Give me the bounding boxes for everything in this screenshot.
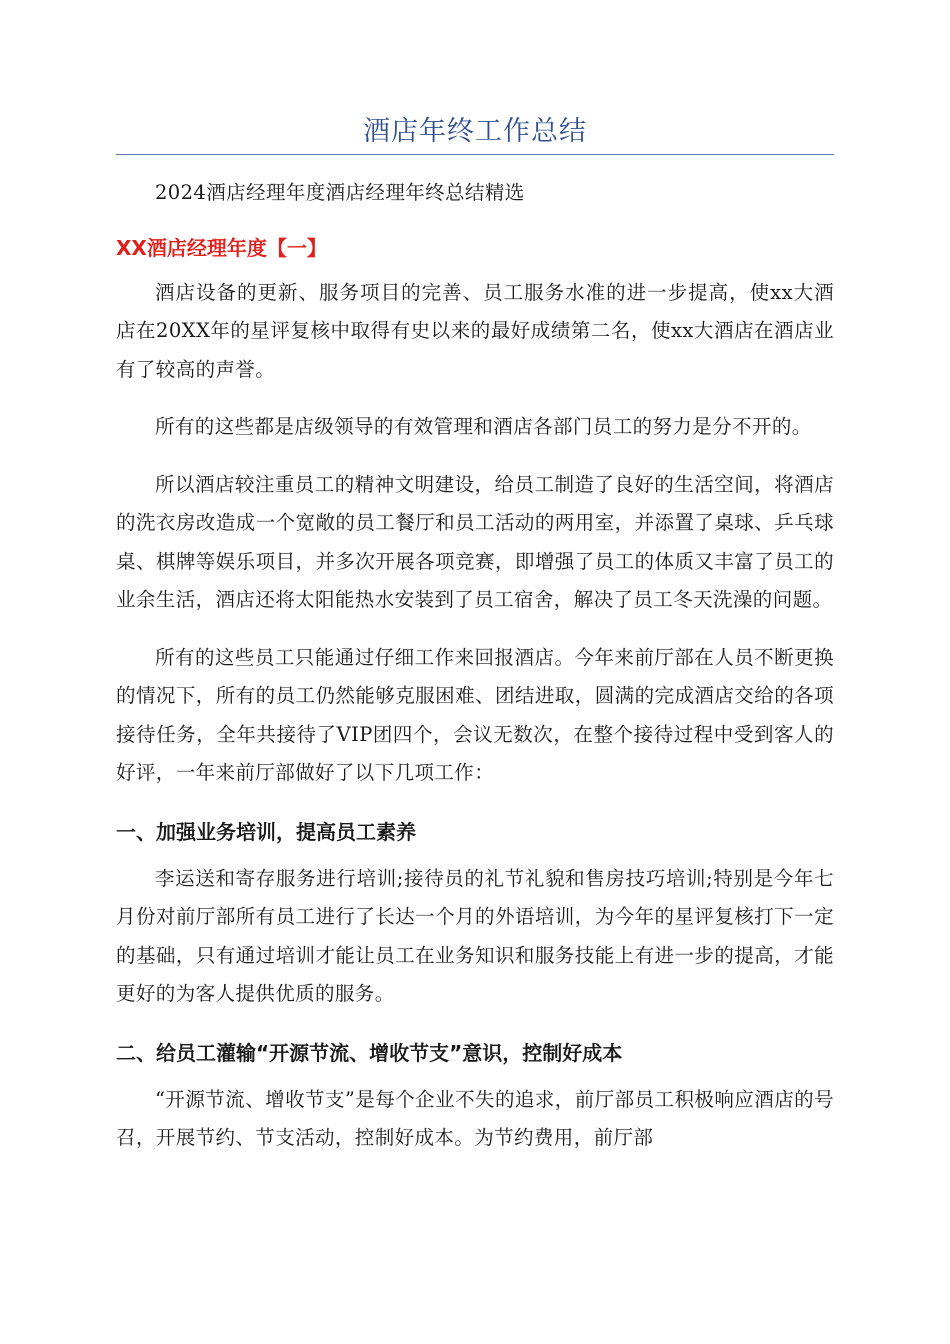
- heading-cost-control: 二、给员工灌输“开源节流、增收节支”意识，控制好成本: [116, 1040, 623, 1065]
- section-heading: XX酒店经理年度【一】: [116, 235, 327, 260]
- document-title: 酒店年终工作总结: [363, 116, 587, 147]
- paragraph-5: 李运送和寄存服务进行培训;接待员的礼节礼貌和售房技巧培训;特别是今年七月份对前厅部所有员工进行了长达一个月的外语培训，为今年的星评复核打下一定的基础，只有通过培训才能让员工在业务知识和服务技能上有进一步的提高，才能更好的为客人提供优质的服务。: [116, 866, 834, 1005]
- document-subtitle: 2024酒店经理年度酒店经理年终总结精选: [155, 181, 525, 204]
- document-body: [116, 174, 834, 1177]
- paragraph-4: 所有的这些员工只能通过仔细工作来回报酒店。今年来前厅部在人员不断更换的情况下，所有的员工仍然能够克服困难、团结进取，圆满的完成酒店交给的各项接待任务，全年共接待了VIP团四个，会议无数次，在整个接待过程中受到客人的好评，一年来前厅部做好了以下几项工作：: [116, 645, 834, 784]
- title-divider: [116, 154, 834, 155]
- paragraph-1: 酒店设备的更新、服务项目的完善、员工服务水准的进一步提高，使xx大酒店在20XX年的星评复核中取得有史以来的最好成绩第二名，使xx大酒店在酒店业有了较高的声誉。: [116, 280, 834, 381]
- paragraph-3: 所以酒店较注重员工的精神文明建设，给员工制造了良好的生活空间，将酒店的洗衣房改造成一个宽敞的员工餐厅和员工活动的两用室，并添置了桌球、乒乓球桌、棋牌等娱乐项目，并多次开展各项竞赛，即增强了员工的体质又丰富了员工的业余生活，酒店还将太阳能热水安装到了员工宿舍，解决了员工冬天洗澡的问题。: [116, 472, 834, 611]
- paragraph-2: 所有的这些都是店级领导的有效管理和酒店各部门员工的努力是分不开的。: [155, 415, 812, 438]
- heading-training: 一、加强业务培训，提高员工素养: [116, 819, 416, 844]
- paragraph-6: “开源节流、增收节支”是每个企业不失的追求，前厅部员工积极响应酒店的号召，开展节约、节支活动，控制好成本。为节约费用，前厅部: [116, 1087, 834, 1149]
